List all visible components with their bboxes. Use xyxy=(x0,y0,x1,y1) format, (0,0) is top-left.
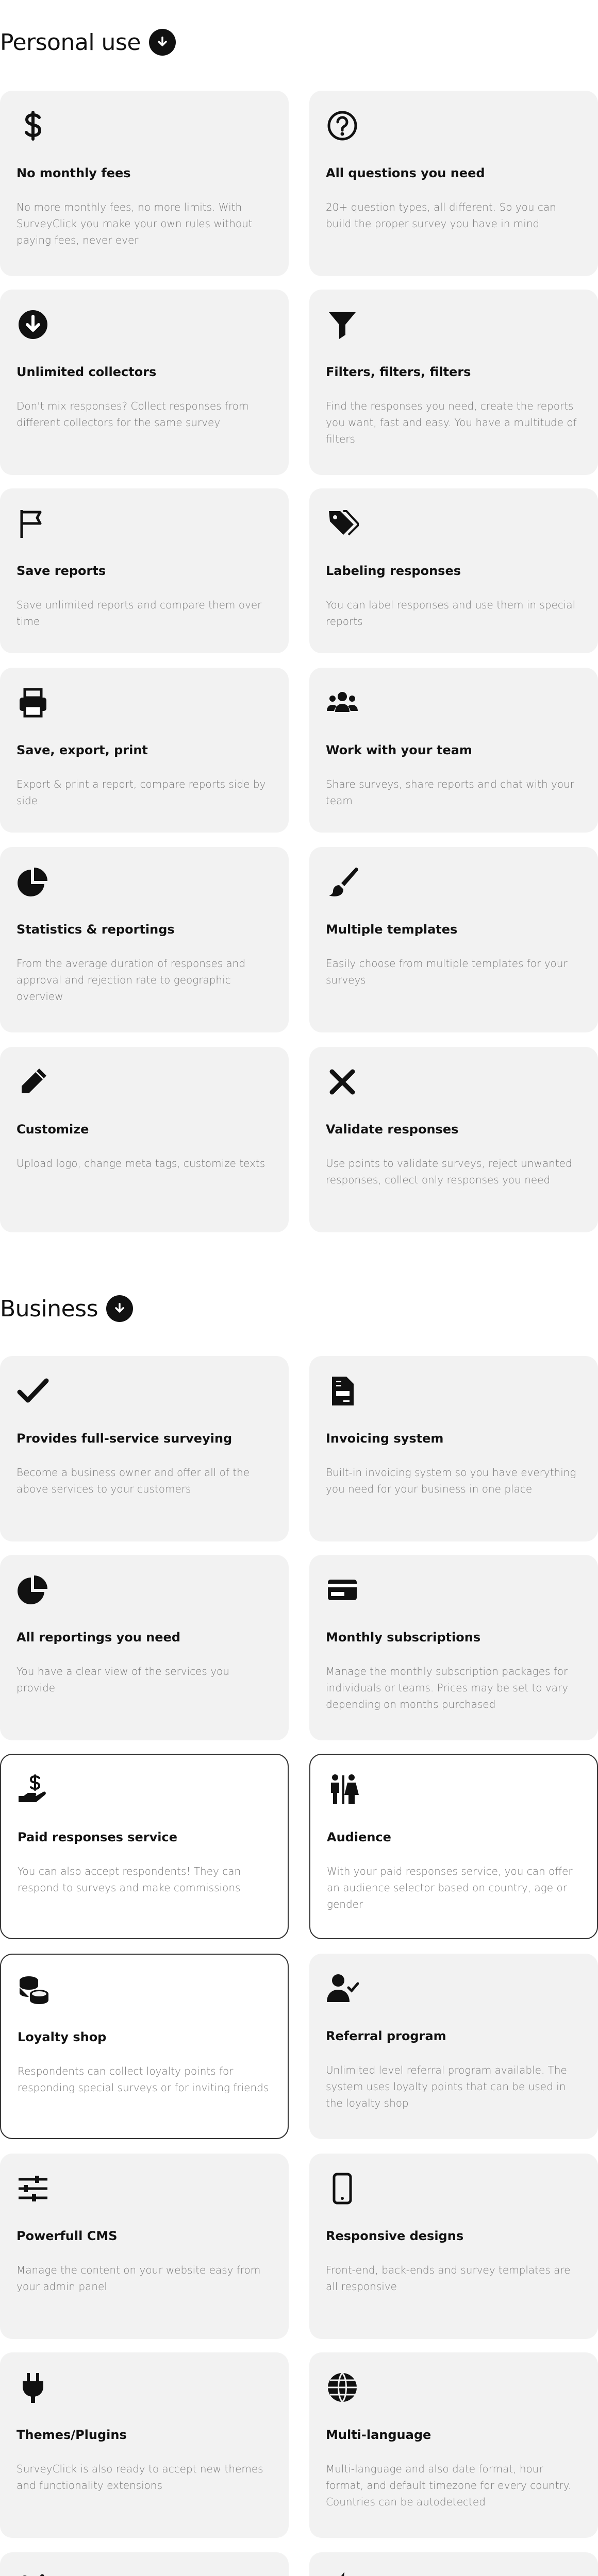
feature-card xyxy=(0,1954,289,2139)
feature-title: Referral program xyxy=(326,2029,446,2043)
feature-title: Work with your team xyxy=(326,743,472,757)
tags-icon xyxy=(326,507,582,540)
arrow-down-circle-icon xyxy=(16,308,272,341)
feature-title: Validate responses xyxy=(326,1122,459,1137)
feature-card xyxy=(309,2552,598,2576)
feature-card xyxy=(0,2154,289,2339)
feature-description: Unlimited level referral program available. The system uses loyalty points that can be used in the loyalty shop xyxy=(326,2064,567,2109)
feature-card xyxy=(0,91,289,276)
feature-description: Save unlimited reports and compare them over time xyxy=(16,599,262,628)
feature-title: Paid responses service xyxy=(18,1830,178,1844)
feature-description: Share surveys, share reports and chat with your team xyxy=(326,778,575,807)
feature-description: SurveyClick is also ready to accept new themes and functionality extensions xyxy=(16,2463,263,2492)
feature-title: Save, export, print xyxy=(16,743,148,757)
section-title-business xyxy=(0,1293,133,1324)
feature-description: You can also accept respondents! They can respond to surveys and make commissions xyxy=(18,1865,241,1894)
feature-card xyxy=(309,2154,598,2339)
pencil-icon xyxy=(16,1065,272,1098)
feature-description: Respondents can collect loyalty points for responding special surveys or for inviting friends xyxy=(18,2065,269,2094)
feature-description: Upload logo, change meta tags, customize texts xyxy=(16,1157,265,1170)
feature-title: Audience xyxy=(327,1830,391,1844)
feature-title: Labeling responses xyxy=(326,564,461,578)
feature-title: Statistics & reportings xyxy=(16,922,175,937)
filter-icon xyxy=(326,308,582,341)
feature-card xyxy=(0,1555,289,1740)
restroom-icon xyxy=(327,1773,580,1806)
times-icon xyxy=(326,1065,582,1098)
mobile-icon xyxy=(326,2172,582,2205)
feature-card xyxy=(0,1754,289,1939)
percent-icon xyxy=(16,2571,272,2576)
feature-card xyxy=(0,847,289,1032)
feature-card xyxy=(309,847,598,1032)
hand-dollar-icon xyxy=(18,1773,271,1806)
feature-card xyxy=(309,1356,598,1541)
feature-card xyxy=(309,1047,598,1232)
sliders-icon xyxy=(16,2172,272,2205)
feature-card xyxy=(309,2352,598,2538)
feature-description: Become a business owner and offer all of the above services to your customers xyxy=(16,1466,250,1495)
user-check-icon xyxy=(326,1972,582,2005)
feature-description: No more monthly fees, no more limits. With SurveyClick you make your own rules without paying fees, never ever xyxy=(16,201,253,246)
feature-card xyxy=(0,2552,289,2576)
feature-title: Customize xyxy=(16,1122,89,1137)
feature-card xyxy=(0,1047,289,1232)
feature-title: Filters, filters, filters xyxy=(326,365,471,379)
pie-chart-icon xyxy=(16,1573,272,1606)
feature-title: Themes/Plugins xyxy=(16,2428,127,2442)
feature-description: Built-in invoicing system so you have everything you need for your business in one place xyxy=(326,1466,576,1495)
feature-title: All questions you need xyxy=(326,166,485,180)
section-title-personal-text: Personal use xyxy=(0,29,141,56)
feature-card xyxy=(309,1555,598,1740)
section-title-business-text: Business xyxy=(0,1295,98,1322)
feature-title: Loyalty shop xyxy=(18,2030,107,2044)
plug-icon xyxy=(16,2371,272,2404)
feature-description: Easily choose from multiple templates for your surveys xyxy=(326,957,568,986)
feature-title: Powerfull CMS xyxy=(16,2229,118,2243)
feature-card xyxy=(309,668,598,833)
feature-card xyxy=(309,1954,598,2139)
credit-card-icon xyxy=(326,1573,582,1606)
feature-title: All reportings you need xyxy=(16,1630,180,1645)
feature-title: Provides full-service surveying xyxy=(16,1431,232,1446)
feature-description: Multi-language and also date format, hour format, and default timezone for every country. Countries can be autodetected xyxy=(326,2463,572,2508)
feature-title: No monthly fees xyxy=(16,166,131,180)
feature-card xyxy=(0,2352,289,2538)
pie-chart-icon xyxy=(16,866,272,899)
section-title-personal xyxy=(0,27,176,58)
feature-description: Manage the monthly subscription packages for individuals or teams. Prices may be set to vary depending on months purchased xyxy=(326,1665,569,1710)
feature-card xyxy=(309,1754,598,1939)
feature-description: Manage the content on your website easy from your admin panel xyxy=(16,2264,261,2293)
feature-description: You can label responses and use them in special reports xyxy=(326,599,576,628)
feature-card xyxy=(0,1356,289,1541)
bolt-icon xyxy=(326,2571,582,2576)
feature-description: Find the responses you need, create the reports you want, fast and easy. You have a multitude of filters xyxy=(326,400,577,445)
feature-card xyxy=(309,488,598,653)
paint-brush-icon xyxy=(326,866,582,899)
feature-title: Save reports xyxy=(16,564,106,578)
printer-icon xyxy=(16,686,272,719)
feature-card xyxy=(0,668,289,833)
users-icon xyxy=(326,686,582,719)
feature-description: Don't mix responses? Collect responses from different collectors for the same survey xyxy=(16,400,249,429)
feature-title: Monthly subscriptions xyxy=(326,1630,481,1645)
check-icon xyxy=(16,1375,272,1408)
feature-card xyxy=(309,290,598,475)
feature-description: With your paid responses service, you can offer an audience selector based on country, age or gender xyxy=(327,1865,573,1910)
feature-card xyxy=(0,290,289,475)
coins-icon xyxy=(18,1973,271,2006)
feature-description: Use points to validate surveys, reject unwanted responses, collect only responses you need xyxy=(326,1157,572,1186)
dollar-icon xyxy=(16,109,272,142)
feature-description: Export & print a report, compare reports side by side xyxy=(16,778,266,807)
feature-title: Unlimited collectors xyxy=(16,365,157,379)
feature-description: You have a clear view of the services you provide xyxy=(16,1665,229,1694)
feature-description: From the average duration of responses and approval and rejection rate to geographic overview xyxy=(16,957,246,1003)
feature-title: Invoicing system xyxy=(326,1431,444,1446)
feature-card xyxy=(0,488,289,653)
feature-description: 20+ question types, all different. So you can build the proper survey you have in mind xyxy=(326,201,556,230)
feature-title: Multiple templates xyxy=(326,922,458,937)
arrow-down-icon[interactable] xyxy=(106,1295,133,1322)
globe-icon xyxy=(326,2371,582,2404)
feature-title: Multi-language xyxy=(326,2428,431,2442)
question-circle-icon xyxy=(326,109,582,142)
arrow-down-icon[interactable] xyxy=(149,29,176,56)
feature-title: Responsive designs xyxy=(326,2229,464,2243)
invoice-icon xyxy=(326,1375,582,1408)
flag-icon xyxy=(16,507,272,540)
feature-description: Front-end, back-ends and survey templates are all responsive xyxy=(326,2264,571,2293)
feature-card xyxy=(309,91,598,276)
